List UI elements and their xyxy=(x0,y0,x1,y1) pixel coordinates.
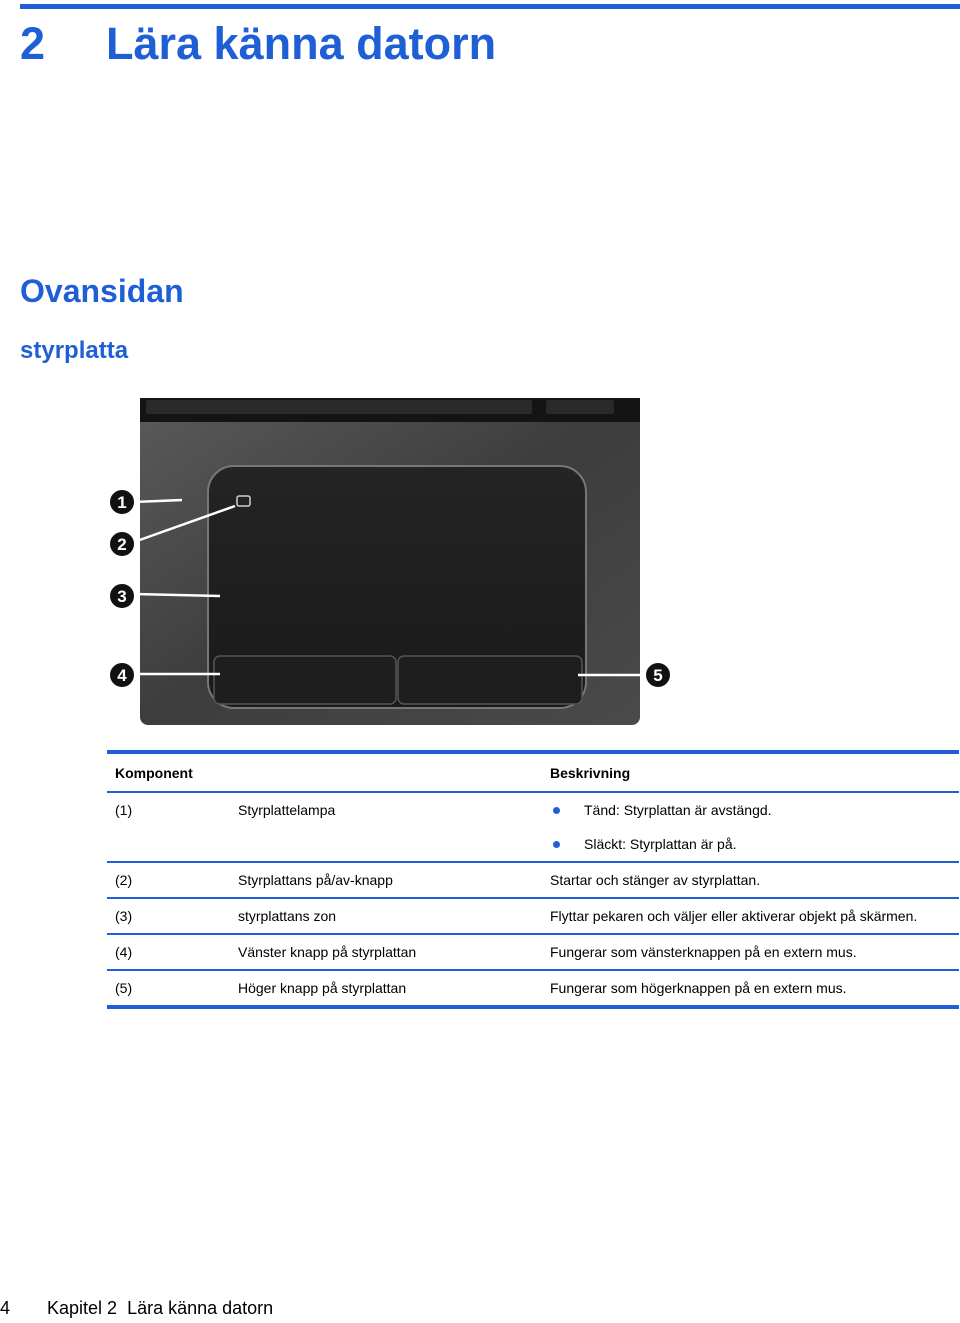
row-number: (3) xyxy=(115,908,133,924)
callout-1-label: 1 xyxy=(117,493,127,512)
footer-title: Lära känna datorn xyxy=(127,1298,274,1318)
callout-4-label: 4 xyxy=(117,666,127,685)
bullet-icon xyxy=(553,807,560,814)
row-description: Startar och stänger av styrplattan. xyxy=(550,872,761,888)
callout-badge-3 xyxy=(109,583,135,609)
table-bottom-rule xyxy=(107,1005,959,1009)
row-component: Styrplattans på/av-knapp xyxy=(238,872,393,888)
subsection-title: styrplatta xyxy=(20,337,129,364)
page-footer xyxy=(0,1298,273,1319)
chapter-title xyxy=(20,18,496,70)
footer-chapter: Kapitel 2 xyxy=(47,1298,118,1318)
key-right xyxy=(546,400,614,414)
row-number: (2) xyxy=(115,872,133,888)
top-rule xyxy=(20,4,960,9)
callout-badge-4 xyxy=(109,662,135,688)
callout-3-label: 3 xyxy=(117,587,127,606)
row-component: Vänster knapp på styrplattan xyxy=(238,944,417,960)
row-component: styrplattans zon xyxy=(238,908,337,924)
section-title: Ovansidan xyxy=(20,273,184,309)
component-table xyxy=(107,750,959,1009)
table-row xyxy=(107,863,959,899)
table-header-row xyxy=(107,754,959,793)
table-row xyxy=(107,971,959,1005)
callout-badge-5 xyxy=(645,662,671,688)
row-component: Höger knapp på styrplattan xyxy=(238,980,407,996)
touchpad-figure xyxy=(100,392,680,727)
row-description: Fungerar som vänsterknappen på en extern mus. xyxy=(550,944,857,960)
callout-2-label: 2 xyxy=(117,535,127,554)
table-row-continued xyxy=(107,827,959,863)
table-row xyxy=(107,935,959,971)
row-number: (5) xyxy=(115,980,133,996)
header-description: Beskrivning xyxy=(550,764,631,781)
row-description: Flyttar pekaren och väljer eller aktiverar objekt på skärmen. xyxy=(550,908,918,924)
row-number: (4) xyxy=(115,944,133,960)
chapter-number: 2 xyxy=(20,18,46,69)
chapter-title-text: Lära känna datorn xyxy=(106,18,497,69)
callout-badge-1 xyxy=(109,489,135,515)
row-bullet-text: Tänd: Styrplattan är avstängd. xyxy=(584,802,772,818)
key-left xyxy=(146,400,532,414)
page-number: 4 xyxy=(0,1298,11,1318)
row-bullet-text: Släckt: Styrplattan är på. xyxy=(584,836,737,852)
touchpad-right-button xyxy=(398,656,582,704)
table-row xyxy=(107,793,959,827)
header-component: Komponent xyxy=(115,764,193,781)
callout-5-label: 5 xyxy=(653,666,663,685)
row-description: Fungerar som högerknappen på en extern mus. xyxy=(550,980,847,996)
touchpad-left-button xyxy=(214,656,396,704)
bullet-icon xyxy=(553,841,560,848)
callout-badge-2 xyxy=(109,531,135,557)
row-number: (1) xyxy=(115,802,133,818)
row-component: Styrplattelampa xyxy=(238,802,336,818)
table-row xyxy=(107,899,959,935)
